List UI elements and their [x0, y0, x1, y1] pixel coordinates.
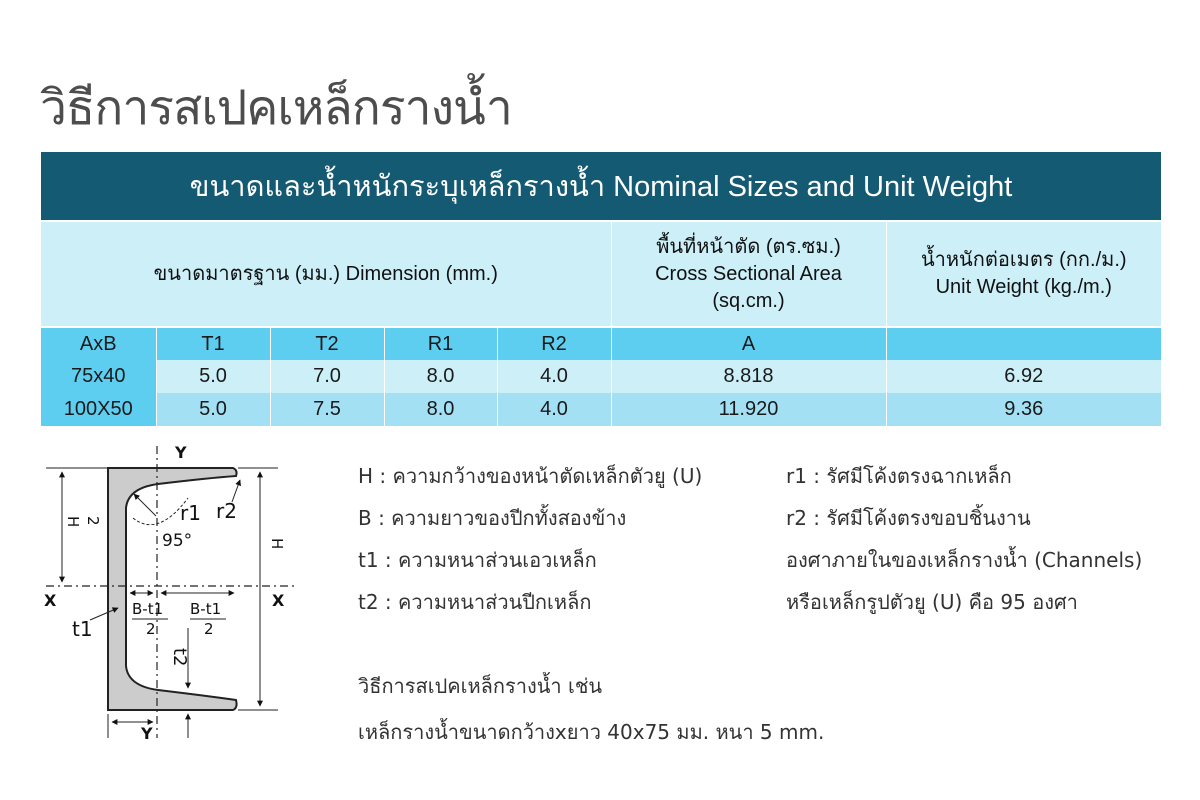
table-cell: 6.92 — [886, 360, 1161, 393]
bt1-right-den: 2 — [204, 620, 214, 638]
table-row — [41, 360, 1161, 393]
legend-item: t1 : ความหนาส่วนเอวเหล็ก — [358, 548, 597, 572]
dimension-header: ขนาดมาตรฐาน (มม.) Dimension (mm.) — [41, 221, 611, 327]
t2-label: t2 — [169, 648, 190, 667]
bt1-left-num: B-t1 — [132, 600, 164, 618]
y-bottom-label: Y — [141, 724, 153, 743]
legend-item: t2 : ความหนาส่วนปีกเหล็ก — [358, 590, 592, 614]
angle-label: 95° — [162, 531, 193, 551]
legend-item: H : ความกว้างของหน้าตัดเหล็กตัวยู (U) — [358, 464, 703, 488]
channel-section-diagram — [38, 438, 300, 744]
column-header: R2 — [497, 327, 611, 360]
table-cell: 8.0 — [384, 360, 497, 393]
r2-label: r2 — [216, 499, 237, 523]
table-cell: 4.0 — [497, 360, 611, 393]
x-left-label: X — [44, 591, 57, 610]
table-cell: 4.0 — [497, 393, 611, 426]
legend-item: B : ความยาวของปีกทั้งสองข้าง — [358, 506, 627, 530]
table-cell: 100X50 — [41, 393, 156, 426]
column-header: AxB — [41, 327, 156, 360]
h-half-den-label: 2 — [84, 516, 102, 526]
table-cell: 7.5 — [270, 393, 384, 426]
weight-header-line: Unit Weight (kg./m.) — [935, 276, 1112, 298]
table-row — [41, 393, 1161, 426]
legend-item: หรือเหล็กรูปตัวยู (U) คือ 95 องศา — [786, 590, 1078, 614]
bt1-left-den: 2 — [146, 620, 156, 638]
weight-header — [886, 221, 1161, 327]
table-cell: 75x40 — [41, 360, 156, 393]
legend-item: r1 : รัศมีโค้งตรงฉากเหล็ก — [786, 464, 1012, 488]
legend-item: r2 : รัศมีโค้งตรงขอบชิ้นงาน — [786, 506, 1031, 530]
table-cell: 8.818 — [611, 360, 886, 393]
x-right-label: X — [272, 591, 285, 610]
legend-left — [358, 455, 702, 623]
column-header-row — [41, 327, 1161, 360]
h-half-label: H — [64, 516, 82, 528]
table-cell: 5.0 — [156, 360, 270, 393]
legend-item: องศาภายในของเหล็กรางน้ำ (Channels) — [786, 548, 1143, 572]
column-header — [886, 327, 1161, 360]
spec-table — [41, 152, 1161, 426]
h-label: H — [268, 538, 286, 550]
weight-header-line: น้ำหนักต่อเมตร (กก./ม.) — [920, 249, 1127, 271]
r1-label: r1 — [180, 501, 201, 525]
table-cell: 9.36 — [886, 393, 1161, 426]
area-header-line: (sq.cm.) — [712, 289, 785, 312]
column-header: A — [611, 327, 886, 360]
table-cell: 5.0 — [156, 393, 270, 426]
area-header-line: Cross Sectional Area — [655, 262, 842, 285]
table-title: ขนาดและน้ำหนักระบุเหล็กรางน้ำ Nominal Sizes and Unit Weight — [41, 152, 1161, 221]
legend-right — [786, 455, 1142, 623]
area-header-line: พื้นที่หน้าตัด (ตร.ซม.) — [656, 235, 841, 258]
table-cell: 8.0 — [384, 393, 497, 426]
bt1-right-num: B-t1 — [190, 600, 222, 618]
area-header — [611, 221, 886, 327]
column-header: T1 — [156, 327, 270, 360]
example-line: เหล็กรางน้ำขนาดกว้างxยาว 40x75 มม. หนา 5 mm. — [358, 720, 825, 744]
column-header: T2 — [270, 327, 384, 360]
column-header: R1 — [384, 327, 497, 360]
example-line: วิธีการสเปคเหล็กรางน้ำ เช่น — [358, 674, 603, 698]
table-cell: 11.920 — [611, 393, 886, 426]
t1-label: t1 — [72, 617, 93, 641]
page-title: วิธีการสเปคเหล็กรางน้ำ — [40, 80, 512, 137]
y-top-label: Y — [175, 443, 187, 462]
table-cell: 7.0 — [270, 360, 384, 393]
spec-example — [358, 663, 824, 755]
